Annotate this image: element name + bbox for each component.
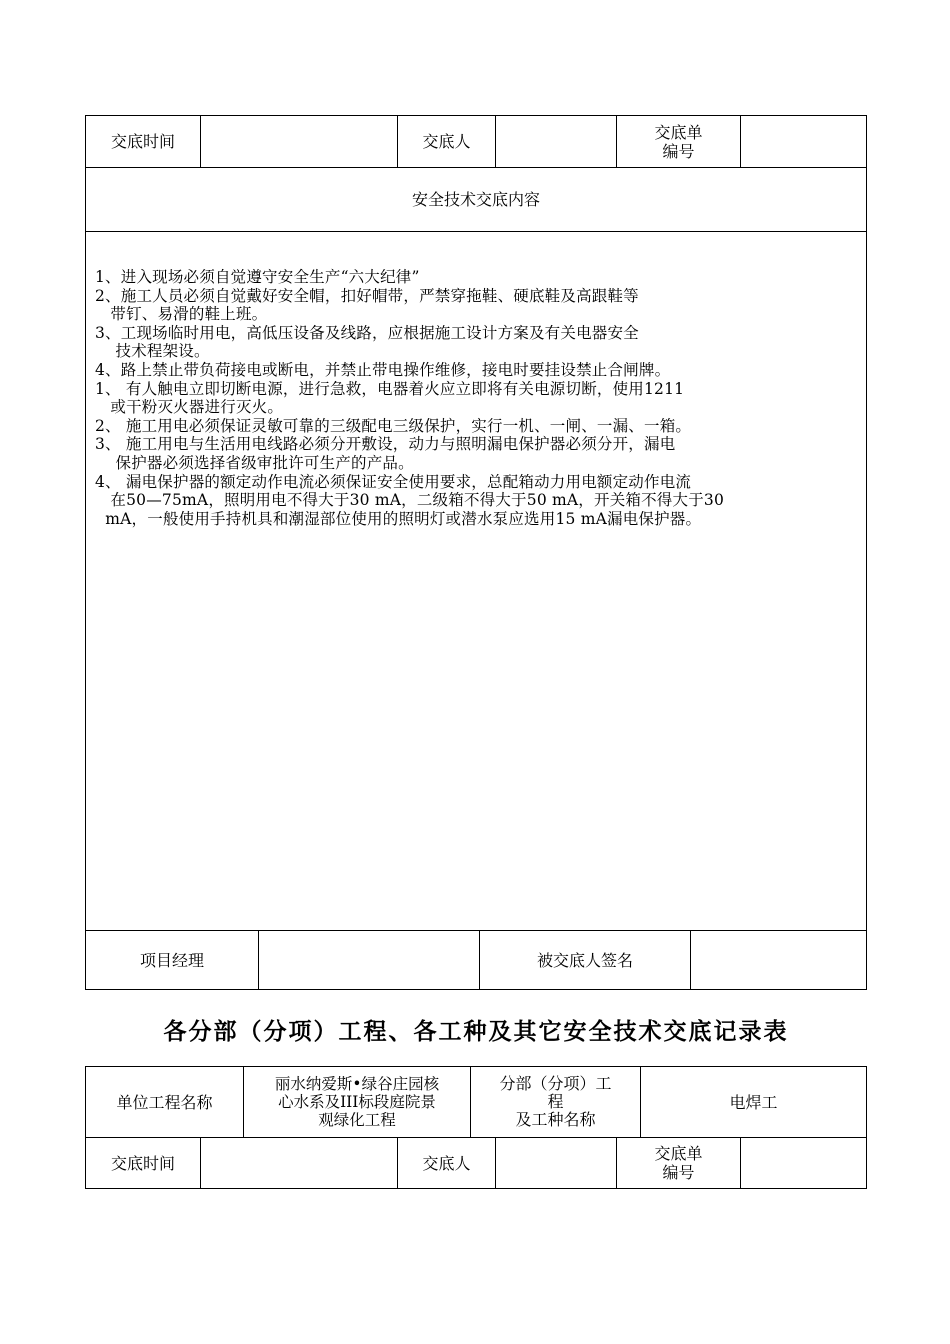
briefing-number-value[interactable] bbox=[741, 116, 866, 167]
content-line: 保护器必须选择省级审批许可生产的产品。 bbox=[95, 453, 414, 472]
briefer-value[interactable] bbox=[496, 1138, 616, 1188]
document-title: 各分部（分项）工程、各工种及其它安全技术交底记录表 bbox=[163, 1018, 789, 1045]
briefer-label: 交底人 bbox=[422, 1153, 471, 1173]
content-line: 或干粉灭火器进行灭火。 bbox=[95, 398, 284, 417]
content-line: 2、施工人员必须自觉戴好安全帽，扣好帽带，严禁穿拖鞋、硬底鞋及高跟鞋等 bbox=[95, 286, 639, 305]
briefee-signature[interactable] bbox=[691, 931, 866, 989]
content-line: 4、路上禁止带负荷接电或断电，并禁止带电操作维修，接电时要挂设禁止合闸牌。 bbox=[95, 360, 671, 379]
briefing-time-value[interactable] bbox=[201, 1138, 397, 1188]
briefing-time-label: 交底时间 bbox=[110, 132, 175, 151]
briefer-label: 交底人 bbox=[422, 132, 471, 151]
project-manager-label: 项目经理 bbox=[139, 950, 204, 970]
unit-project-name-label: 单位工程名称 bbox=[116, 1092, 213, 1112]
table-divider bbox=[85, 231, 867, 232]
content-line: 1、 有人触电立即切断电源，进行急救，电器着火应立即将有关电源切断，使用1211 bbox=[95, 379, 685, 398]
unit-project-name-value: 丽水纳爱斯•绿谷庄园核 心水系及III标段庭院景 观绿化工程 bbox=[274, 1075, 440, 1129]
content-line: 1、进入现场必须自觉遵守安全生产“六大纪律” bbox=[95, 268, 420, 286]
content-line: 3、工现场临时用电，高低压设备及线路，应根据施工设计方案及有关电器安全 bbox=[95, 323, 639, 342]
safety-briefing-table bbox=[85, 115, 867, 990]
briefer-value[interactable] bbox=[496, 116, 616, 167]
briefing-time-value[interactable] bbox=[201, 116, 397, 167]
briefing-number-label: 交底单 编号 bbox=[654, 122, 703, 161]
briefing-content bbox=[95, 268, 855, 528]
content-line: 4、 漏电保护器的额定动作电流必须保证安全使用要求，总配箱动力用电额定动作电流 bbox=[95, 472, 692, 491]
sub-project-name-value: 电焊工 bbox=[729, 1092, 778, 1112]
project-manager-signature[interactable] bbox=[259, 931, 479, 989]
content-line: 技术程架设。 bbox=[95, 342, 210, 361]
content-line: 3、 施工用电与生活用电线路必须分开敷设，动力与照明漏电保护器必须分开，漏电 bbox=[95, 435, 676, 454]
content-line: mA，一般使用手持机具和潮湿部位使用的照明灯或潜水泵应选用15 mA漏电保护器。 bbox=[95, 509, 702, 528]
content-line: 2、 施工用电必须保证灵敏可靠的三级配电三级保护，实行一机、一闸、一漏、一箱。 bbox=[95, 416, 692, 435]
sub-project-name-label: 分部（分项）工 程 及工种名称 bbox=[499, 1074, 612, 1129]
content-line: 带钉、易滑的鞋上班。 bbox=[95, 305, 268, 324]
briefing-number-label: 交底单 编号 bbox=[654, 1144, 703, 1182]
briefing-time-label: 交底时间 bbox=[110, 1153, 175, 1173]
briefee-signature-label: 被交底人签名 bbox=[536, 950, 633, 970]
briefing-number-value[interactable] bbox=[741, 1138, 866, 1188]
content-line: 在50—75mA，照明用电不得大于30 mA，二级箱不得大于50 mA，开关箱不得大于30 bbox=[95, 491, 725, 510]
content-header: 安全技术交底内容 bbox=[411, 190, 540, 209]
